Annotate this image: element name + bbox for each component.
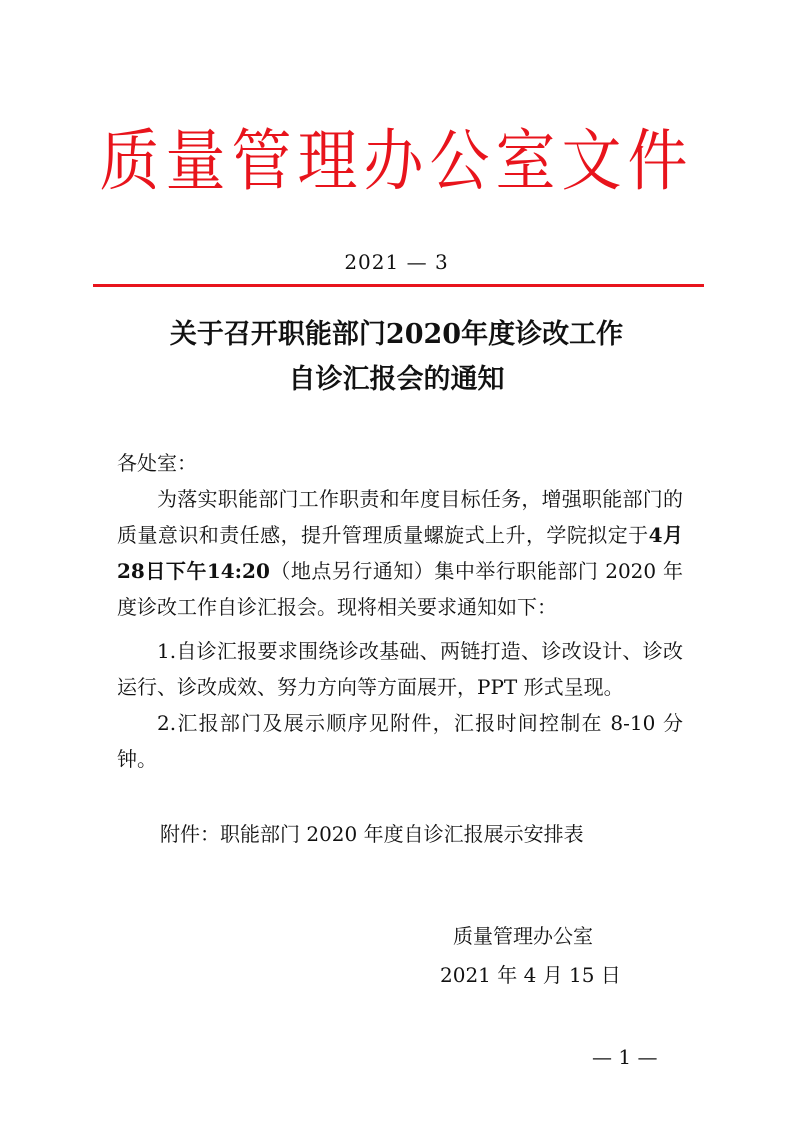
- attachment-note: 附件：职能部门 2020 年度自诊汇报展示安排表: [160, 822, 584, 846]
- requirement-item-1: 1.自诊汇报要求围绕诊改基础、两链打造、诊改设计、诊改运行、诊改成效、努力方向等方面展开，PPT 形式呈现。: [117, 639, 683, 699]
- body-paragraph-intro: [117, 481, 683, 625]
- document-title-line1: 关于召开职能部门2020年度诊改工作: [169, 319, 624, 350]
- intro-text: 为落实职能部门工作职责和年度目标任务，增强职能部门的质量意识和责任感，提升管理质量螺旋式上升，学院拟定于: [117, 487, 683, 547]
- intro-text-continued: （地点另行通知）集中举行职能部门 2020 年度诊改工作自诊汇报会。现将相关要求通知如下：: [117, 559, 683, 619]
- document-number: 2021 — 3: [344, 250, 449, 274]
- issuing-authority-header: 质量管理办公室文件: [99, 122, 694, 201]
- document-title-line2: 自诊汇报会的通知: [288, 364, 505, 395]
- requirement-item-2: 2.汇报部门及展示顺序见附件，汇报时间控制在 8-10 分钟。: [117, 711, 683, 771]
- red-divider-line: [93, 284, 704, 287]
- signature-date: 2021 年 4 月 15 日: [440, 963, 621, 987]
- document-title: [0, 312, 793, 402]
- salutation: 各处室：: [117, 451, 197, 475]
- meeting-time: 4月28日下午14:20: [117, 523, 684, 583]
- page-number: — 1 —: [592, 1045, 658, 1069]
- signature-organization: 质量管理办公室: [453, 924, 593, 948]
